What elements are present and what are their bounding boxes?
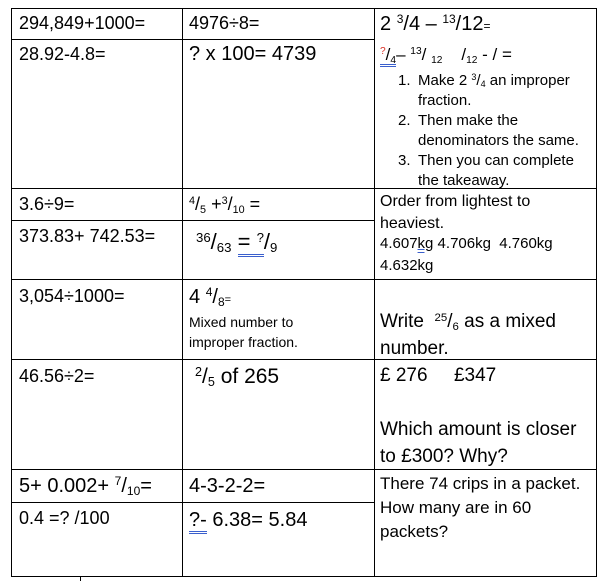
question-decimal-division: 3.6÷9= xyxy=(19,194,75,214)
question-text: of 265 xyxy=(220,365,280,388)
denominator: 6 xyxy=(452,320,459,333)
fraction-slash: / xyxy=(421,45,427,64)
equals-sign: = xyxy=(140,475,152,497)
question-text: as a mixed number. xyxy=(380,311,556,359)
unknown-value: ?- xyxy=(189,509,207,534)
denominator: 10 xyxy=(126,484,141,498)
numerator: 2 xyxy=(195,365,203,380)
denominator: 4 xyxy=(390,54,397,66)
numerator: 3 xyxy=(471,72,477,83)
mixed-number-question: Write $^{25}/_6$ as a mixed number. xyxy=(380,311,556,359)
question-division: 4976÷8= xyxy=(189,13,260,33)
numerator: 4 xyxy=(189,195,196,208)
question-fraction-of-amount: $^2/_5$ of 265 xyxy=(195,365,280,390)
step-item: 1. Make 2 $^3/_4$ an improper fraction. xyxy=(398,72,570,109)
step-text: an improper fraction. xyxy=(418,72,570,109)
question-hundredths: 0.4 =? /100 xyxy=(19,508,110,528)
question-missing-number: ? x 100= 4739 xyxy=(189,43,317,65)
denominator: 63 xyxy=(216,240,232,256)
step-text: Then you can complete the takeaway. xyxy=(418,152,574,189)
numerator: 25 xyxy=(434,311,448,324)
whole-number: 4 xyxy=(189,286,201,308)
question-mixed-number: 4 $^4/_8=$ xyxy=(189,285,232,309)
grid-line xyxy=(11,39,375,40)
operator: – xyxy=(396,45,406,64)
fraction-working-line: $^?/_4-$ $^{13}$/ $_{12}$ $/_{12}$ - / = xyxy=(380,45,512,66)
denominator: 5 xyxy=(200,203,207,216)
equals-sign: = xyxy=(249,194,261,214)
ordering-values xyxy=(380,234,553,254)
question-text: 6.38= 5.84 xyxy=(206,509,308,531)
instruction-steps xyxy=(398,71,594,191)
question-subtraction: 28.92-4.8= xyxy=(19,44,106,64)
denominator: 4 xyxy=(408,13,421,35)
grid-line xyxy=(11,279,597,280)
operator: – xyxy=(425,13,437,35)
mass-unit: kg xyxy=(417,235,434,252)
numerator: 13 xyxy=(410,46,422,58)
money-question: Which amount is closer to £300? Why? xyxy=(380,419,577,467)
denominator: 5 xyxy=(207,375,215,390)
equals-sign: = xyxy=(237,229,251,254)
question-missing-subtraction xyxy=(189,508,307,532)
grid-line xyxy=(11,576,597,577)
question-divide-by-1000: 3,054÷1000= xyxy=(19,286,125,306)
grid-line xyxy=(182,8,183,577)
step-number: 2. xyxy=(398,112,411,129)
numerator: 3 xyxy=(396,12,404,27)
money-values: £ 276 £347 xyxy=(380,365,497,386)
whole-number: 2 xyxy=(380,13,392,35)
word-problem: There 74 crips in a packet. How many are in 60 packets? xyxy=(380,474,581,541)
question-decimal-addition: 373.83+ 742.53= xyxy=(19,226,156,246)
step-number: 3. xyxy=(398,152,411,169)
denominator: 10 xyxy=(232,203,245,216)
question-equivalent-fraction: $^{36}/_{63} = ^?/_9$ xyxy=(196,229,278,256)
question-subtraction-chain: 4-3-2-2= xyxy=(189,475,266,497)
grid-line xyxy=(596,8,597,577)
denominator: 12 xyxy=(431,54,443,66)
question-text: Write xyxy=(380,311,424,332)
instruction-label: Mixed number to xyxy=(189,314,294,330)
question-addition-fraction: $5+ 0.002+ ^7/_{10}=$ xyxy=(19,474,152,498)
denominator: 4 xyxy=(480,79,486,90)
question-addition: 294,849+1000= xyxy=(19,13,146,33)
grid-line xyxy=(80,577,81,581)
fraction-slash: / xyxy=(461,45,467,64)
grid-line xyxy=(11,220,375,221)
step-text: Then make the denominators the same. xyxy=(418,112,579,149)
ordering-question: Order from lightest to heaviest. xyxy=(380,193,531,232)
grid-line xyxy=(11,8,597,9)
grid-line xyxy=(11,8,12,577)
numerator: 36 xyxy=(196,229,211,245)
unknown-numerator: ? xyxy=(256,229,264,245)
equals-sign: = xyxy=(224,294,232,306)
denominator: 12 xyxy=(461,13,484,35)
step-item xyxy=(398,111,594,151)
denominator: 9 xyxy=(270,240,278,256)
question-text: 5+ 0.002+ xyxy=(19,475,110,497)
operator: + xyxy=(211,194,222,214)
numerator: 3 xyxy=(221,195,228,208)
step-number: 1. xyxy=(398,72,411,89)
step-text: Make 2 xyxy=(418,72,468,89)
instruction-label: improper fraction. xyxy=(189,334,298,350)
question-halving: 46.56÷2= xyxy=(19,366,95,386)
ordering-value: 4.632kg xyxy=(380,257,434,274)
question-fraction-subtraction: 2 $^3$/4 – $^{13}$/12= xyxy=(380,12,491,35)
numerator: 13 xyxy=(442,12,456,27)
numerator: 7 xyxy=(114,474,122,489)
grid-line xyxy=(374,8,375,577)
grid-line xyxy=(11,502,375,503)
numerator: 4 xyxy=(205,285,213,300)
unknown-numerator: ? xyxy=(380,46,386,58)
equals-sign: = xyxy=(483,19,491,33)
denominator: 12 xyxy=(466,54,478,66)
step-item xyxy=(398,151,594,191)
denominator: 8 xyxy=(217,295,225,309)
question-fraction-addition: $^4/_5 +^3/_{10}$ = xyxy=(189,194,261,216)
mass-values: 4.706kg 4.760kg xyxy=(433,235,553,252)
mass-value: 4.607 xyxy=(380,235,418,252)
working-tail: - / = xyxy=(482,45,512,64)
